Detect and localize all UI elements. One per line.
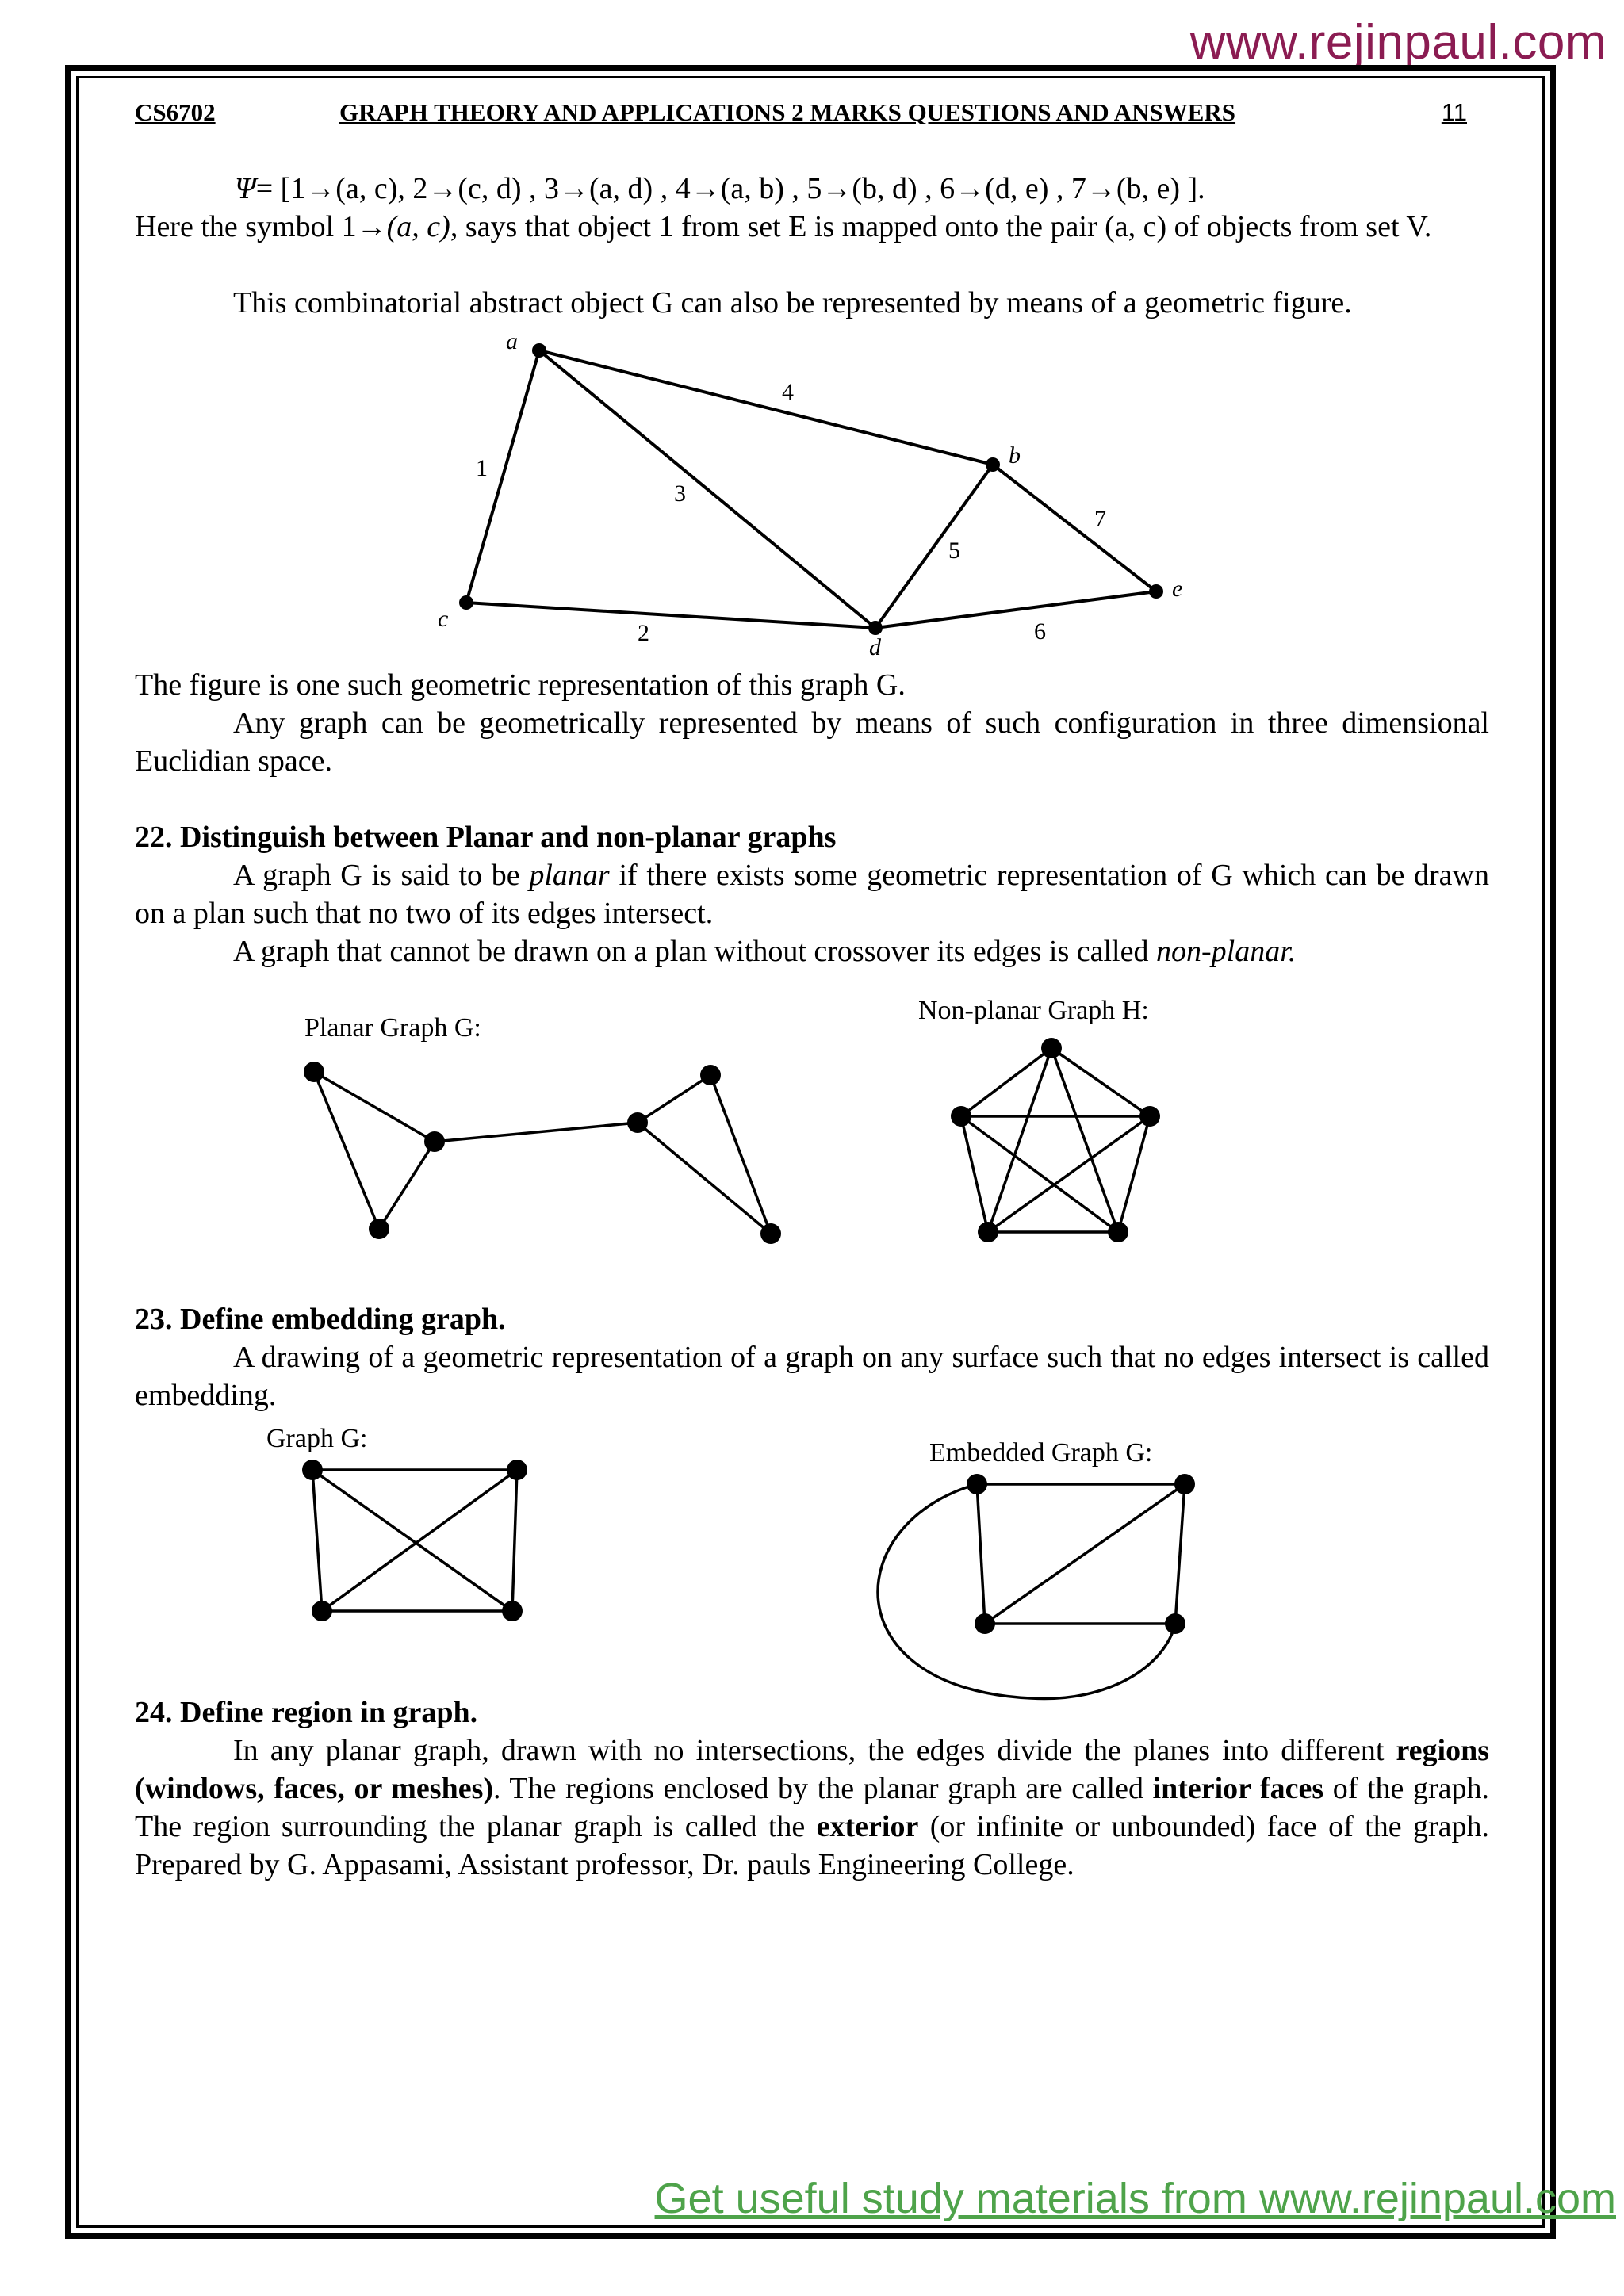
- combinatorial-text: This combinatorial abstract object G can also be represented by means of a geometric figure.: [233, 286, 1352, 320]
- edge-label-6: 6: [1034, 618, 1046, 645]
- term-interior-faces: interior faces: [1152, 1772, 1324, 1805]
- q24-text-2: . The regions enclosed by the planar graph are called: [493, 1772, 1153, 1805]
- edge-label-4: 4: [782, 379, 794, 405]
- q24-text-3: of the graph. The region surrounding the planar graph is called the: [135, 1772, 1489, 1843]
- edge-label-1: 1: [476, 455, 488, 481]
- q22-p1-rest: if there exists some geometric representation of G which can be drawn on a plan such that no two of its edges intersect.: [135, 859, 1489, 930]
- q22-heading: 22. Distinguish between Planar and non-planar graphs: [135, 821, 837, 854]
- nonplanar-graph-label: Non-planar Graph H:: [918, 996, 1149, 1025]
- symbol-pair: (a, c): [386, 210, 450, 243]
- edge-label-2: 2: [638, 620, 649, 646]
- q24-definition: [135, 1732, 1489, 1884]
- symbol-text-rest: , says that object 1 from set E is mapped onto the pair (a, c) of objects from set V.: [450, 210, 1432, 243]
- psi-mapping: = [1→(a, c), 2→(c, d) , 3→(a, d) , 4→(a, b) , 5→(b, d) , 6→(d, e) , 7→(b, e) ].: [255, 172, 1205, 205]
- watermark-top: www.rejinpaul.com: [1189, 15, 1607, 70]
- figure-caption-line: The figure is one such geometric representation of this graph G.: [135, 668, 906, 702]
- term-planar: planar: [529, 859, 610, 892]
- vertex-label-d: d: [869, 634, 881, 660]
- vertex-label-b: b: [1009, 442, 1021, 469]
- edge-label-7: 7: [1094, 506, 1106, 532]
- course-code: CS6702: [135, 98, 216, 126]
- q24-text-1: In any planar graph, drawn with no intersections, the edges divide the planes into different: [233, 1734, 1396, 1767]
- symbol-text: Here the symbol 1→: [135, 210, 387, 243]
- vertex-label-e: e: [1172, 576, 1183, 602]
- header-title: GRAPH THEORY AND APPLICATIONS 2 MARKS QUESTIONS AND ANSWERS: [339, 98, 1236, 126]
- edge-label-5: 5: [948, 538, 960, 564]
- planar-graph-label: Planar Graph G:: [304, 1013, 481, 1043]
- psi-symbol: Ψ: [235, 172, 256, 205]
- q22-p1-text: A graph G is said to be: [233, 859, 530, 892]
- q22-p2-text: A graph that cannot be drawn on a plan without crossover its edges is called: [233, 935, 1156, 968]
- graph-g-label: Graph G:: [266, 1424, 368, 1453]
- embedded-graph-label: Embedded Graph G:: [929, 1438, 1153, 1468]
- q24-text-4: (or infinite or unbounded) face of the graph. Prepared by G. Appasami, Assistant professor, Dr. pauls Engineering College.: [135, 1810, 1489, 1881]
- term-exterior: exterior: [816, 1810, 919, 1843]
- page-number: 11: [1441, 98, 1467, 126]
- term-regions: regions (windows, faces, or meshes): [135, 1734, 1489, 1805]
- vertex-label-a: a: [506, 328, 518, 354]
- q24-heading: 24. Define region in graph.: [135, 1696, 478, 1729]
- watermark-bottom: Get useful study materials from www.rejinpaul.com: [654, 2175, 1616, 2222]
- q23-definition: A drawing of a geometric representation of a graph on any surface such that no edges intersect is called embedding.: [135, 1341, 1489, 1412]
- term-nonplanar: non-planar.: [1155, 935, 1297, 968]
- geometric-representation-text: Any graph can be geometrically represented by means of such configuration in three dimensional Euclidian space.: [135, 706, 1489, 778]
- vertex-label-c: c: [438, 606, 449, 632]
- edge-label-3: 3: [674, 480, 686, 507]
- q23-heading: 23. Define embedding graph.: [135, 1303, 506, 1336]
